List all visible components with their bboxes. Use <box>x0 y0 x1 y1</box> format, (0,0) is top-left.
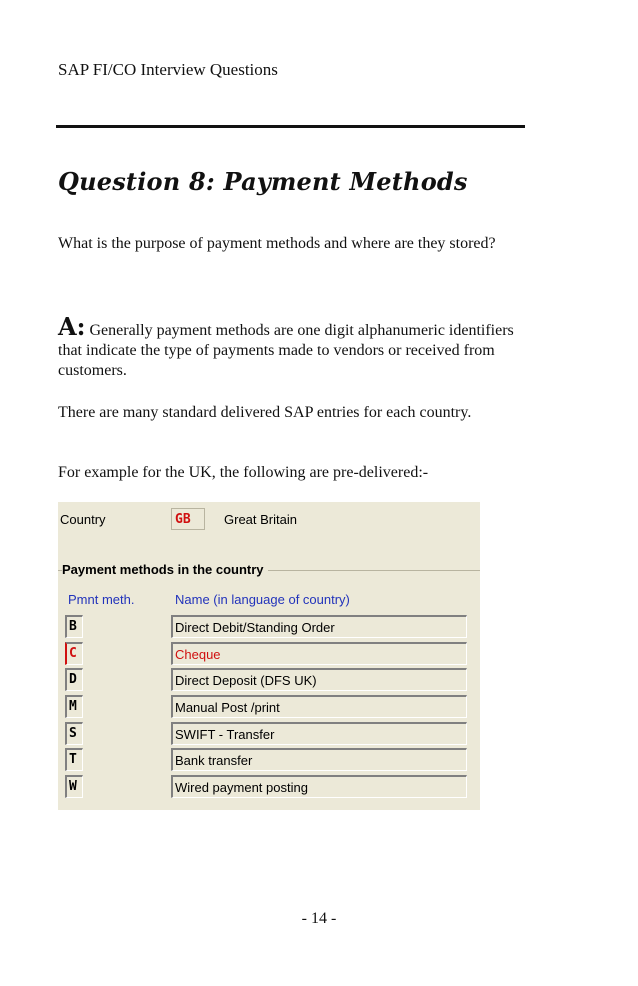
answer-paragraph-3: For example for the UK, the following are pre-delivered:- <box>58 464 429 481</box>
question-title: Question 8: Payment Methods <box>58 167 468 196</box>
page-header-title: SAP FI/CO Interview Questions <box>58 60 278 79</box>
method-name-field[interactable]: SWIFT - Transfer <box>171 722 467 745</box>
method-code-field[interactable]: D <box>65 668 83 691</box>
header-divider <box>56 125 525 128</box>
answer-paragraph <box>58 312 528 381</box>
method-name-field[interactable]: Direct Deposit (DFS UK) <box>171 668 467 691</box>
table-row <box>58 722 480 749</box>
method-code-field[interactable]: T <box>65 748 83 771</box>
column-header-name: Name (in language of country) <box>175 592 350 607</box>
country-code-field[interactable]: GB <box>171 508 205 530</box>
method-code-field[interactable]: B <box>65 615 83 638</box>
method-name-field[interactable]: Cheque <box>171 642 467 665</box>
country-label: Country <box>60 512 106 527</box>
method-name-field[interactable]: Bank transfer <box>171 748 467 771</box>
page-number: - 14 - <box>301 910 337 927</box>
answer-paragraph-2: There are many standard delivered SAP entries for each country. <box>58 404 472 421</box>
method-name-field[interactable]: Manual Post /print <box>171 695 467 718</box>
method-code-field[interactable]: W <box>65 775 83 798</box>
table-row <box>58 695 480 722</box>
country-name: Great Britain <box>224 512 297 527</box>
answer-label: A: <box>58 312 86 341</box>
table-row <box>58 668 480 695</box>
table-row <box>58 642 480 669</box>
method-code-field[interactable]: S <box>65 722 83 745</box>
table-row <box>58 775 480 802</box>
method-code-field[interactable]: M <box>65 695 83 718</box>
method-name-field[interactable]: Direct Debit/Standing Order <box>171 615 467 638</box>
sap-payment-methods-screenshot <box>58 502 480 810</box>
question-text: What is the purpose of payment methods and where are they stored? <box>58 235 496 252</box>
answer-text: Generally payment methods are one digit alphanumeric identifiers that indicate the type of payments made to vendors or received from customers. <box>58 322 514 379</box>
table-row <box>58 748 480 775</box>
method-code-field[interactable]: C <box>65 642 83 665</box>
method-name-field[interactable]: Wired payment posting <box>171 775 467 798</box>
table-row <box>58 615 480 642</box>
column-header-method: Pmnt meth. <box>68 592 135 607</box>
group-title: Payment methods in the country <box>62 562 268 577</box>
